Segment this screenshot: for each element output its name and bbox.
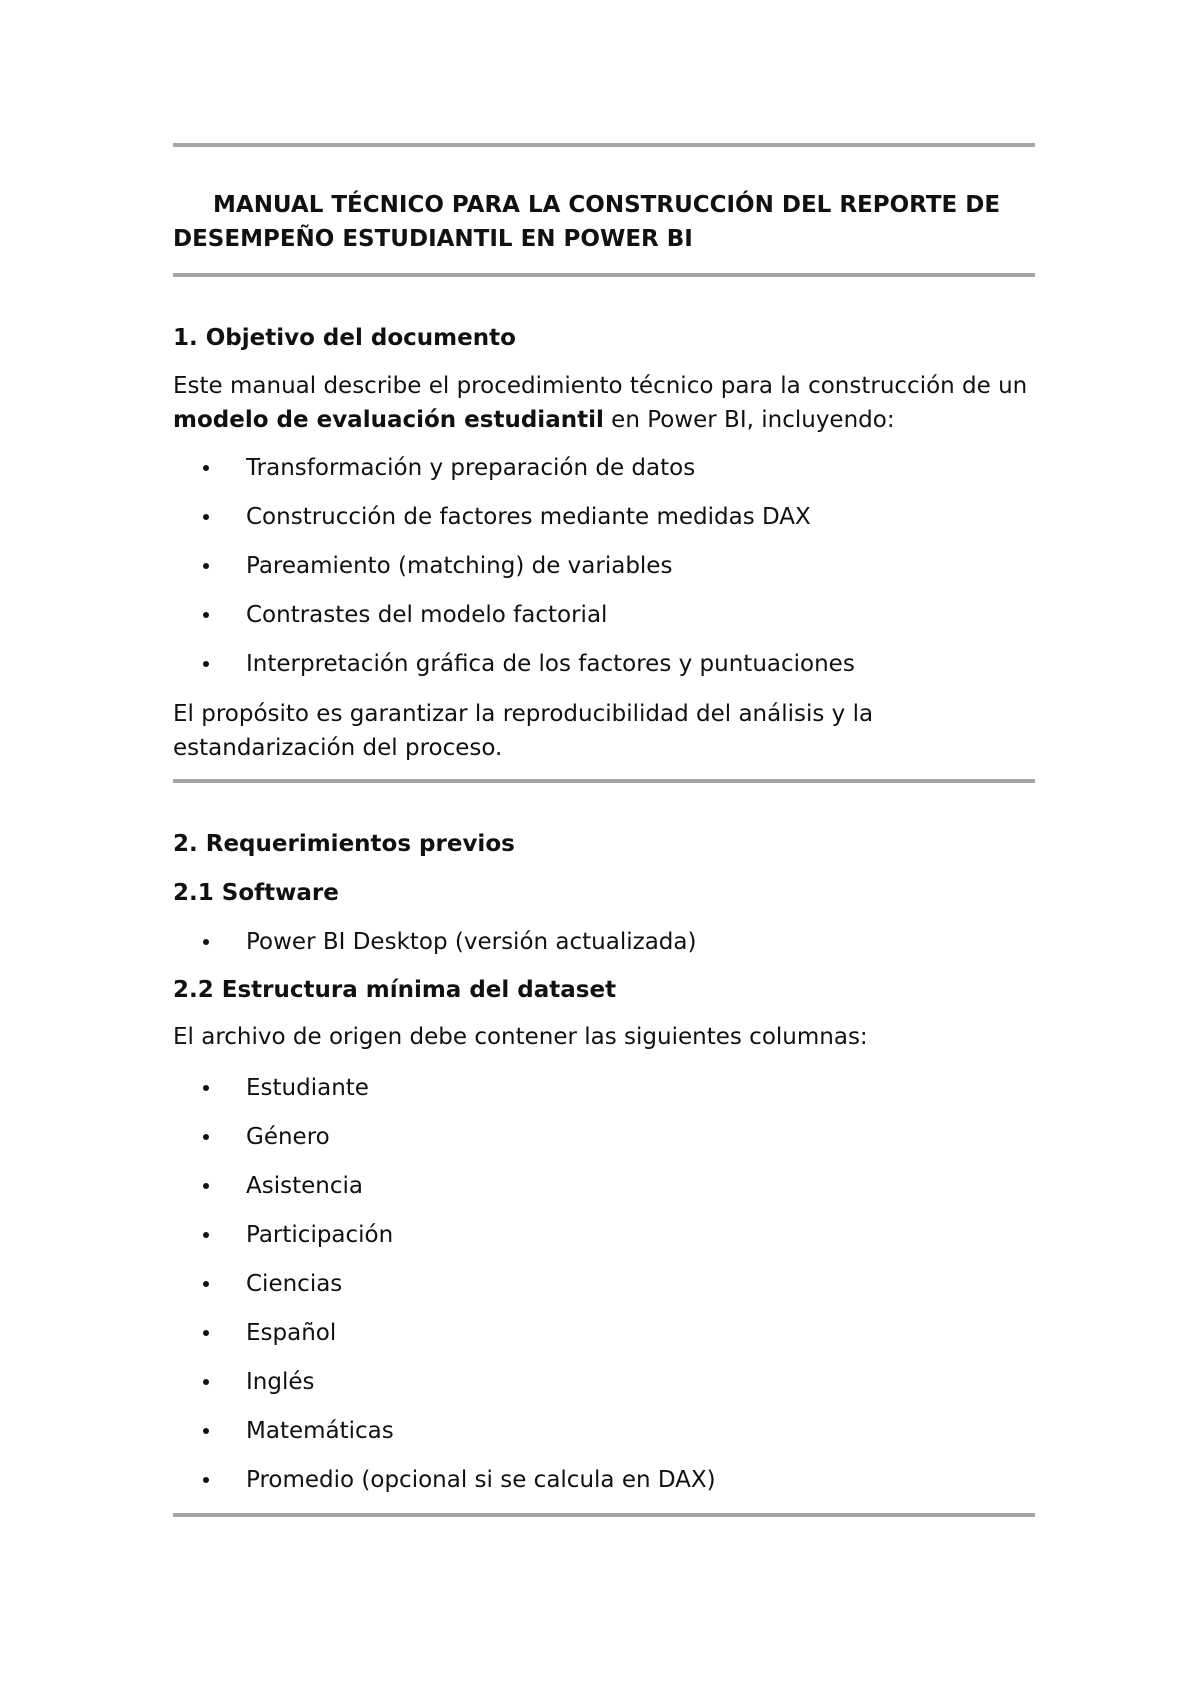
- divider-after-title: [173, 273, 1035, 277]
- intro-text-end: en Power BI, incluyendo:: [603, 407, 895, 433]
- bullet-icon: [203, 465, 209, 471]
- bullet-icon: [203, 1477, 209, 1483]
- bullet-icon: [203, 612, 209, 618]
- list-item: [173, 502, 855, 551]
- section-2-heading: 2. Requerimientos previos: [173, 831, 515, 857]
- section-2-2-heading: 2.2 Estructura mínima del dataset: [173, 977, 617, 1003]
- section-1-closing: El propósito es garantizar la reproducibilidad del análisis y la estandarización del proceso.: [173, 701, 874, 761]
- section-1-heading: 1. Objetivo del documento: [173, 325, 516, 351]
- list-item: [173, 1171, 716, 1220]
- list-item: [173, 1367, 716, 1416]
- bullet-icon: [203, 1330, 209, 1336]
- intro-text-bold: modelo de evaluación estudiantil: [173, 407, 604, 433]
- list-item-text: Género: [246, 1124, 330, 1150]
- list-item: [173, 1465, 716, 1514]
- intro-text-start: Este manual describe el procedimiento técnico para la construcción de un: [173, 373, 1028, 399]
- document-title: MANUAL TÉCNICO PARA LA CONSTRUCCIÓN DEL REPORTE DE DESEMPEÑO ESTUDIANTIL EN POWER BI: [173, 192, 1001, 252]
- list-item: [173, 1416, 716, 1465]
- list-item-text: Pareamiento (matching) de variables: [246, 553, 673, 579]
- list-item: [173, 649, 855, 698]
- bullet-icon: [203, 1183, 209, 1189]
- bullet-icon: [203, 1232, 209, 1238]
- list-item-text: Matemáticas: [246, 1418, 394, 1444]
- list-item-text: Asistencia: [246, 1173, 363, 1199]
- list-item: [173, 453, 855, 502]
- bullet-icon: [203, 939, 209, 945]
- section-1-list: [173, 453, 855, 698]
- list-item-text: Estudiante: [246, 1075, 369, 1101]
- list-item: [173, 1073, 716, 1122]
- list-item-text: Promedio (opcional si se calcula en DAX): [246, 1467, 716, 1493]
- list-item: [173, 927, 696, 976]
- bullet-icon: [203, 1428, 209, 1434]
- list-item: [173, 1122, 716, 1171]
- list-item-text: Ciencias: [246, 1271, 343, 1297]
- list-item-text: Interpretación gráfica de los factores y puntuaciones: [246, 651, 855, 677]
- section-2-2-intro: El archivo de origen debe contener las siguientes columnas:: [173, 1024, 868, 1050]
- divider-top: [173, 143, 1035, 147]
- bullet-icon: [203, 514, 209, 520]
- list-item-text: Participación: [246, 1222, 394, 1248]
- list-item-text: Español: [246, 1320, 337, 1346]
- bullet-icon: [203, 1379, 209, 1385]
- bullet-icon: [203, 661, 209, 667]
- list-item-text: Inglés: [246, 1369, 315, 1395]
- list-item-text: Construcción de factores mediante medidas DAX: [246, 504, 811, 530]
- list-item: [173, 1269, 716, 1318]
- list-item: [173, 1220, 716, 1269]
- section-1-intro: [173, 369, 1035, 437]
- section-2-1-heading: 2.1 Software: [173, 880, 339, 906]
- bullet-icon: [203, 1134, 209, 1140]
- list-item-text: Contrastes del modelo factorial: [246, 602, 608, 628]
- list-item: [173, 551, 855, 600]
- list-item-text: Transformación y preparación de datos: [246, 455, 696, 481]
- bullet-icon: [203, 563, 209, 569]
- list-item: [173, 1318, 716, 1367]
- bullet-icon: [203, 1281, 209, 1287]
- software-list: [173, 927, 696, 976]
- divider-bottom: [173, 1513, 1035, 1517]
- bullet-icon: [203, 1085, 209, 1091]
- divider-after-section-1: [173, 779, 1035, 783]
- list-item-text: Power BI Desktop (versión actualizada): [246, 929, 697, 955]
- dataset-columns-list: [173, 1073, 716, 1514]
- list-item: [173, 600, 855, 649]
